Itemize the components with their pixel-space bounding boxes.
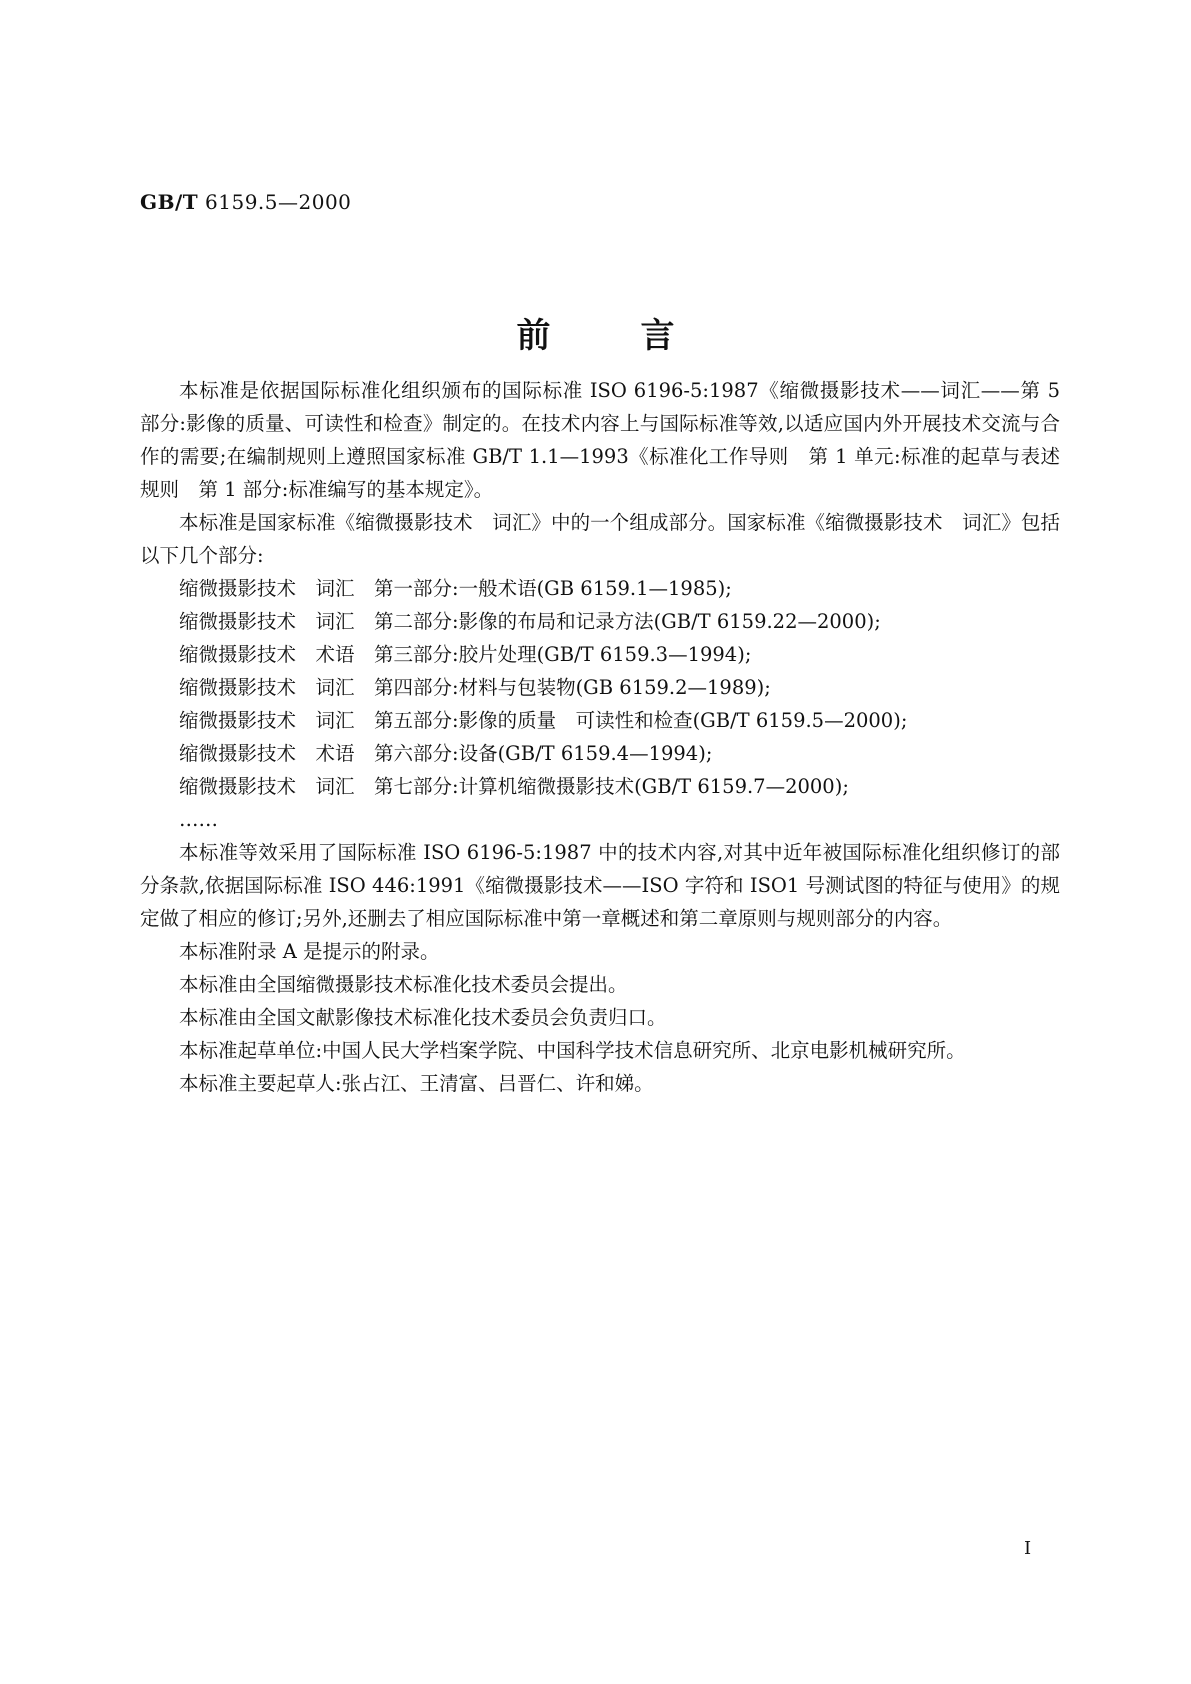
- intro-paragraph-1: 本标准是依据国际标准化组织颁布的国际标准 ISO 6196-5:1987《缩微摄影技术——词汇——第 5 部分:影像的质量、可读性和检查》制定的。在技术内容上与国际标准等效,以适应国内外开展技术交流与合作的需要;在编制规则上遵照国家标准 GB/T 1.1—1993《标准化工作导则 第 1 单元:标准的起草与表述规则 第 1 部分:标准编写的基本规定》。: [140, 379, 1060, 501]
- list-item: 缩微摄影技术 词汇 第四部分:材料与包装物(GB 6159.2—1989);: [179, 676, 771, 699]
- list-item: 缩微摄影技术 词汇 第七部分:计算机缩微摄影技术(GB/T 6159.7—2000);: [179, 775, 849, 798]
- list-ellipsis: ……: [179, 808, 218, 831]
- drafters: 本标准主要起草人:张占江、王清富、吕晋仁、许和娣。: [179, 1072, 654, 1095]
- proposer-note: 本标准由全国缩微摄影技术标准化技术委员会提出。: [179, 973, 628, 996]
- parts-list: [140, 572, 1060, 803]
- page-title: 前言: [516, 316, 765, 356]
- adoption-paragraph: 本标准等效采用了国际标准 ISO 6196-5:1987 中的技术内容,对其中近年被国际标准化组织修订的部分条款,依据国际标准 ISO 446:1991《缩微摄影技术——ISO 字符和 ISO1 号测试图的特征与使用》的规定做了相应的修订;另外,还删去了相应国际标准中第一章概述和第二章原则与规则部分的内容。: [140, 841, 1060, 930]
- list-item: 缩微摄影技术 术语 第六部分:设备(GB/T 6159.4—1994);: [179, 742, 713, 765]
- responsible-note: 本标准由全国文献影像技术标准化技术委员会负责归口。: [179, 1006, 667, 1029]
- document-body: [140, 374, 1060, 1100]
- standard-code-number: 6159.5—2000: [205, 190, 352, 214]
- page-number: I: [1024, 1538, 1032, 1559]
- list-item: 缩微摄影技术 词汇 第五部分:影像的质量 可读性和检查(GB/T 6159.5—2000);: [179, 709, 908, 732]
- list-item: 缩微摄影技术 词汇 第一部分:一般术语(GB 6159.1—1985);: [179, 577, 732, 600]
- drafting-units: 本标准起草单位:中国人民大学档案学院、中国科学技术信息研究所、北京电影机械研究所。: [179, 1039, 966, 1062]
- list-item: 缩微摄影技术 词汇 第二部分:影像的布局和记录方法(GB/T 6159.22—2000);: [179, 610, 881, 633]
- intro-paragraph-2: 本标准是国家标准《缩微摄影技术 词汇》中的一个组成部分。国家标准《缩微摄影技术 词汇》包括以下几个部分:: [140, 511, 1060, 567]
- appendix-note: 本标准附录 A 是提示的附录。: [179, 940, 440, 963]
- standard-code: [140, 190, 351, 214]
- standard-code-prefix: GB/T: [140, 190, 199, 214]
- list-item: 缩微摄影技术 术语 第三部分:胶片处理(GB/T 6159.3—1994);: [179, 643, 752, 666]
